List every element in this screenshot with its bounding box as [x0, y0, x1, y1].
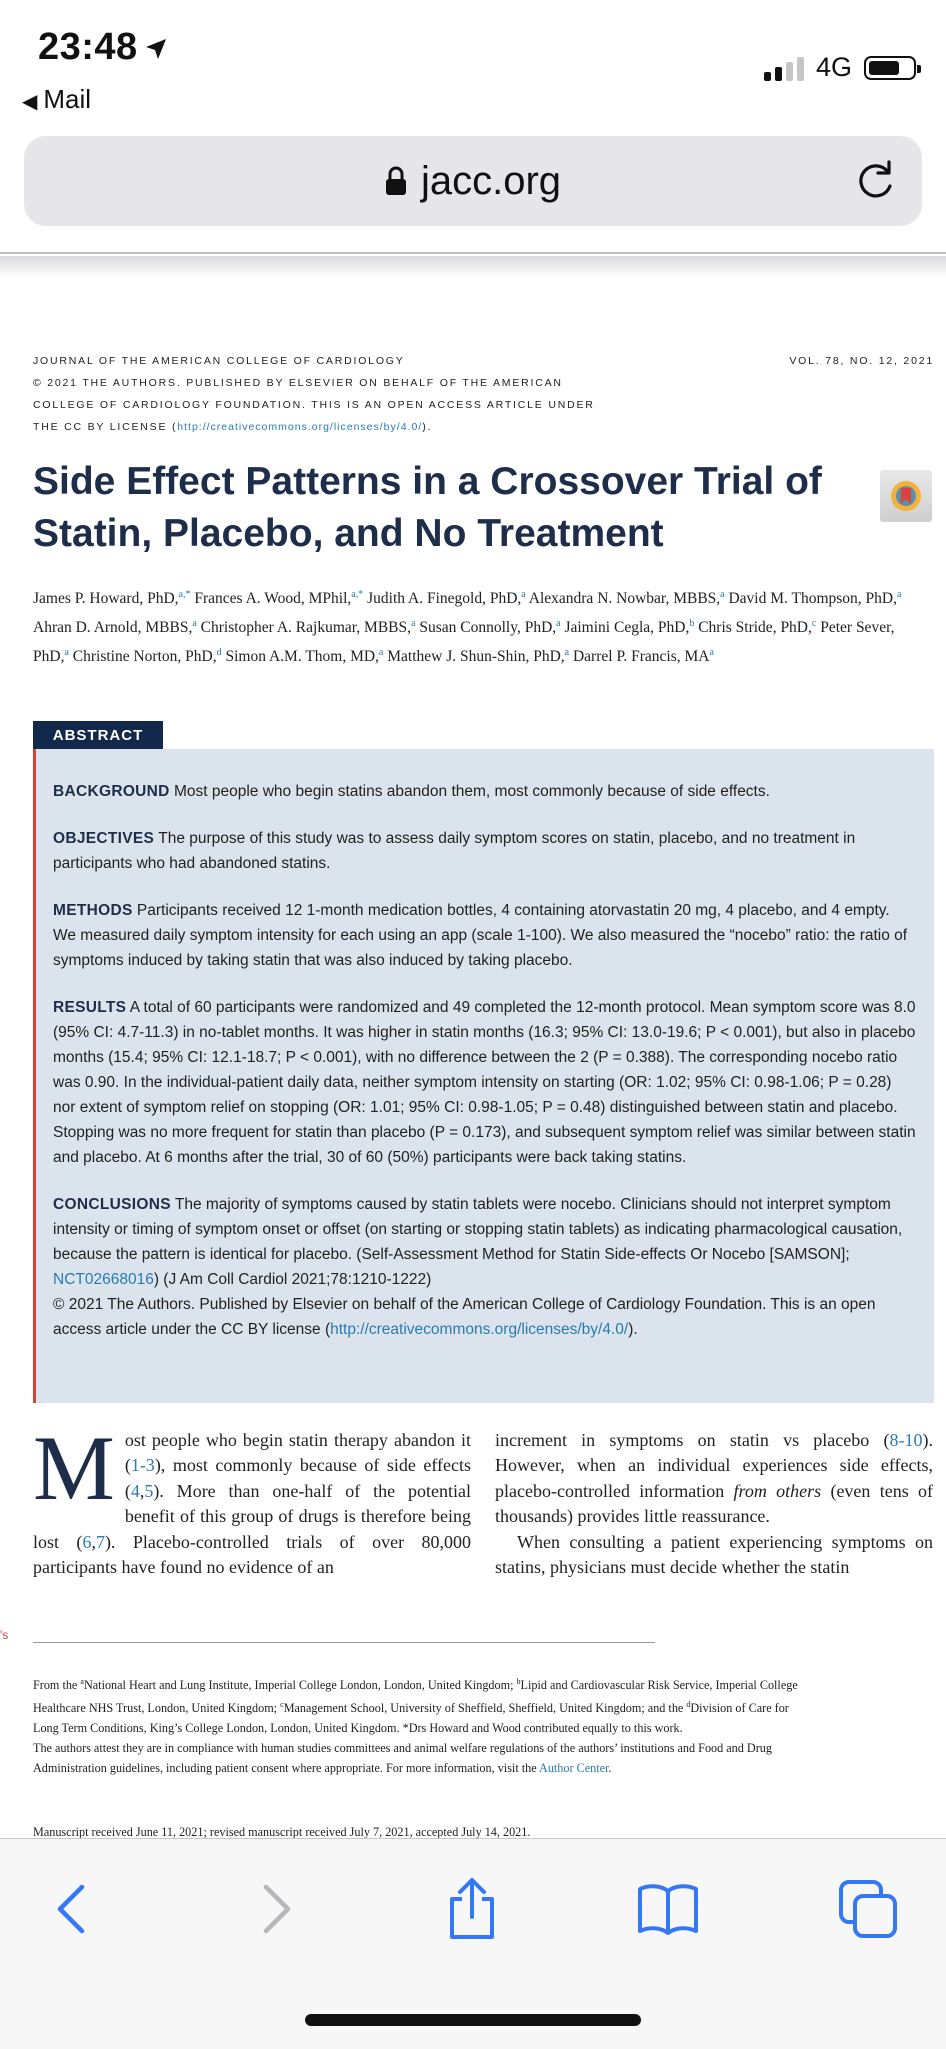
back-to-app-link[interactable]: ◀ Mail: [22, 84, 92, 114]
address-bar[interactable]: [24, 136, 922, 226]
network-type: 4G: [815, 52, 852, 82]
browser-chrome-shadow: [0, 256, 946, 278]
body-paragraph: When consulting a patient experiencing symptoms on statins, physicians must decide whether the statin: [495, 1531, 933, 1578]
reference-link[interactable]: 5: [144, 1480, 154, 1501]
journal-volume: VOL. 78, NO. 12, 2021: [789, 355, 934, 367]
author[interactable]: Peter Sever, PhD,$^a$: [33, 619, 895, 666]
abstract-conclusions: CONCLUSIONS The majority of symptoms caused by statin tablets were nocebo. Clinicians should not interpret symptom intensity or timing of symptom onset or offset (on starting or stopping statin tablets) as indicating pharmacological causation, because the pattern is identical for placebo. (Self-Assessment Method for Statin Side-effects Or Nocebo [SAMSON]; NCT02668016) (J Am Coll Cardiol 2021;78:1210-1222) © 2021 The Authors. Published by Elsevier on behalf of the American College of Cardiology Foundation. This is an open access article under the CC BY license (http://creativecommons.org/licenses/by/4.0/).: [53, 1196, 903, 1338]
share-icon[interactable]: [440, 1877, 504, 1941]
abstract-box: [33, 749, 934, 1403]
author[interactable]: Alexandra N. Nowbar, MBBS,$^a$: [528, 589, 725, 608]
author[interactable]: Jaimini Cegla, PhD,$^b$: [564, 618, 695, 637]
back-icon[interactable]: [40, 1877, 104, 1941]
drop-cap: M: [33, 1417, 115, 1519]
author[interactable]: Susan Connolly, PhD,$^a$: [419, 618, 561, 637]
journal-name: JOURNAL OF THE AMERICAN COLLEGE OF CARDIOLOGY: [33, 355, 405, 367]
crossmark-icon[interactable]: [880, 470, 932, 522]
journal-copyright-line: © 2021 THE AUTHORS. PUBLISHED BY ELSEVIER ON BEHALF OF THE AMERICAN: [33, 377, 563, 389]
bookmarks-icon[interactable]: [636, 1877, 700, 1941]
abstract-objectives: OBJECTIVES The purpose of this study was to assess daily symptom scores on statin, placebo, and no treatment in participants who had abandoned statins.: [53, 830, 856, 872]
abstract-background: BACKGROUND Most people who begin statins abandon them, most commonly because of side effects.: [53, 783, 770, 800]
license-link[interactable]: http://creativecommons.org/licenses/by/4.0/: [177, 421, 423, 433]
journal-header: [33, 350, 653, 438]
journal-copyright-line: COLLEGE OF CARDIOLOGY FOUNDATION. THIS IS AN OPEN ACCESS ARTICLE UNDER: [33, 399, 595, 411]
journal-license-line: THE CC BY LICENSE (http://creativecommons.org/licenses/by/4.0/).: [33, 421, 433, 433]
author[interactable]: Matthew J. Shun-Shin, PhD,$^a$: [387, 647, 570, 666]
author[interactable]: Frances A. Wood, MPhil,$^{a,*}$: [194, 589, 364, 608]
abstract-results: RESULTS A total of 60 participants were randomized and 49 completed the 12-month protocol. Mean symptom score was 8.0 (95% CI: 4.7-11.3) in no-tablet months. It was higher in statin months (16.3; 95% CI: 13.0-19.6; P < 0.001), but also in placebo months (15.4; 95% CI: 12.1-18.7; P < 0.001), with no difference between the 2 (P = 0.388). The corresponding nocebo ratio was 0.90. In the individual-patient daily data, neither symptom intensity on starting (OR: 1.02; 95% CI: 0.98-1.06; P = 0.28) nor extent of symptom relief on stopping (OR: 1.01; 95% CI: 0.98-1.05; P = 0.48) distinguished between statin and placebo. Stopping was no more frequent for statin than placebo (P = 0.173), and subsequent symptom relief was similar between statin and placebo. At 6 months after the trial, 30 of 60 (50%) participants were back taking statins.: [53, 999, 916, 1166]
reference-link[interactable]: 4: [130, 1480, 140, 1501]
location-arrow-icon: [144, 37, 168, 61]
license-link[interactable]: http://creativecommons.org/licenses/by/4.0/: [330, 1321, 629, 1338]
margin-marker: 's: [0, 1628, 9, 1642]
trial-registry-link[interactable]: NCT02668016: [53, 1271, 154, 1288]
battery-icon: [864, 56, 916, 80]
author[interactable]: Ahran D. Arnold, MBBS,$^a$: [33, 618, 197, 637]
browser-chrome-divider: [0, 252, 946, 254]
author-list: [33, 582, 913, 669]
reload-icon[interactable]: [852, 158, 898, 204]
forward-icon[interactable]: [244, 1877, 308, 1941]
reference-link[interactable]: 8-10: [889, 1430, 923, 1450]
affiliations-footnote: From the $^a$National Heart and Lung Institute, Imperial College London, London, United Kingdom; $^b$Lipid and Cardiovascular Risk Service, Imperial College Healthcare NHS Trust, London, United Kingdom; $^c$Management School, University of Sheffield, Sheffield, United Kingdom; and the $^d$Division of Care for Long Term Conditions, King’s College London, London, United Kingdom. *Drs Howard and Wood contributed equally to this work. The authors attest they are in compliance with human studies committees and animal welfare regulations of the authors’ institutions and Food and Drug Administration guidelines, including patient consent where appropriate. For more information, visit the Author Center.: [33, 1677, 798, 1776]
author[interactable]: James P. Howard, PhD,$^{a,*}$: [33, 589, 191, 608]
back-triangle-icon: ◀: [22, 91, 38, 113]
tabs-icon[interactable]: [836, 1877, 900, 1941]
author[interactable]: Darrel P. Francis, $MA^a$: [572, 647, 714, 666]
abstract-methods: METHODS Participants received 12 1-month medication bottles, 4 containing atorvastatin 20 mg, 4 placebo, and 4 empty. We measured daily symptom intensity for each using an app (scale 1-100). We also measured the “nocebo” ratio: the ratio of symptoms induced by taking statin that was also induced by taking placebo.: [53, 902, 908, 969]
reference-link[interactable]: 7: [95, 1531, 105, 1552]
status-indicators: [764, 52, 916, 83]
abstract-tab: ABSTRACT: [33, 721, 163, 749]
author[interactable]: David M. Thompson, PhD,$^a$: [728, 589, 902, 608]
url-text: jacc.org: [420, 158, 562, 203]
author-center-link[interactable]: Author Center: [539, 1761, 609, 1776]
signal-strength-icon: [764, 55, 804, 81]
reference-link[interactable]: 6: [82, 1531, 92, 1552]
author[interactable]: Christine Norton, PhD,$^d$: [72, 647, 222, 666]
body-column-right: increment in symptoms on statin vs placebo (8-10). However, when an individual experiences side effects, placebo-controlled information from others (even tens of thousands) provides little reassurance. When consulting a patient experiencing symptoms on statins, physicians must decide whether the statin: [495, 1428, 933, 1580]
article-title: Side Effect Patterns in a Crossover Trial of Statin, Placebo, and No Treatment: [33, 460, 822, 555]
status-time: 23:48: [38, 26, 168, 69]
author[interactable]: Chris Stride, PhD,$^c$: [698, 618, 817, 637]
home-indicator[interactable]: [305, 2014, 641, 2026]
author[interactable]: Christopher A. Rajkumar, MBBS,$^a$: [200, 618, 416, 637]
reference-link[interactable]: 1-3: [130, 1455, 155, 1476]
body-column-left: Most people who begin statin therapy abandon it (1-3), most commonly because of side effects (4,5). More than one-half of the potential benefit of this group of drugs is therefore being lost (6,7). Placebo-controlled trials of over 80,000 participants have found no evidence of an: [33, 1417, 471, 1578]
author[interactable]: Judith A. Finegold, PhD,$^a$: [367, 589, 526, 608]
footnote-divider: [33, 1642, 655, 1643]
author[interactable]: Simon A.M. Thom, MD,$^a$: [225, 647, 384, 666]
manuscript-dates: Manuscript received June 11, 2021; revised manuscript received July 7, 2021, accepted July 14, 2021.: [33, 1825, 531, 1838]
lock-icon: [385, 166, 407, 196]
